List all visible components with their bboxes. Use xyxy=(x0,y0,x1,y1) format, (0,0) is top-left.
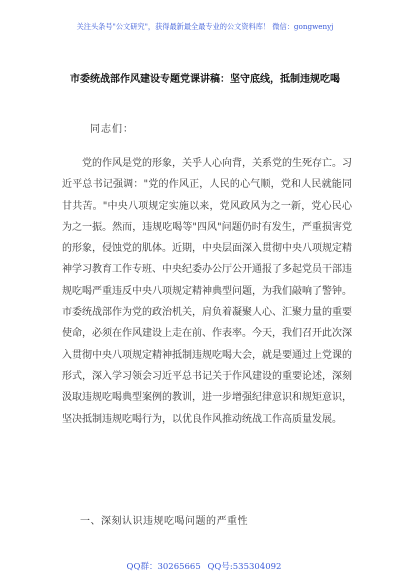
document-title: 市委统战部作风建设专题党课讲稿：坚守底线，抵制违规吃喝 xyxy=(70,74,340,85)
footer-contact: QQ群：30265665 QQ号:535304092 xyxy=(126,562,282,572)
header-banner: 关注头条号"公文研究"，获得最新最全最专业的公文资料库！ 微信：gongwenyj xyxy=(76,22,334,31)
body-paragraph: 党的作风是党的形象，关乎人心向背，关系党的生死存亡。习近平总书记强调："党的作风正，人民的心气顺，党和人民就能同甘共苦。"中央八项规定实施以来，党风政风为之一新，党心民心为之一振。然而，违规吃喝等"四风"问题仍时有发生，严重损害党的形象，侵蚀党的肌体。近期，中央层面深入贯彻中央八项规定精神学习教育工作专班、中央纪委办公厅公开通报了多起党员干部违规吃喝严重违反中央八项规定精神典型问题，为我们敲响了警钟。市委统战部作为党的政治机关，肩负着凝聚人心、汇聚力量的重要使命，必须在作风建设上走在前、作表率。今天，我们召开此次深入贯彻中央八项规定精神抵制违规吃喝大会，就是要通过上党课的形式，深入学习领会习近平总书记关于作风建设的重要论述，深刻汲取违规吃喝典型案例的教训，进一步增强纪律意识和规矩意识，坚决抵制违规吃喝行为，以优良作风推动统战工作高质量发展。 xyxy=(62,158,352,425)
section-heading: 一、深刻认识违规吃喝问题的严重性 xyxy=(80,516,248,527)
salutation: 同志们： xyxy=(90,124,134,135)
